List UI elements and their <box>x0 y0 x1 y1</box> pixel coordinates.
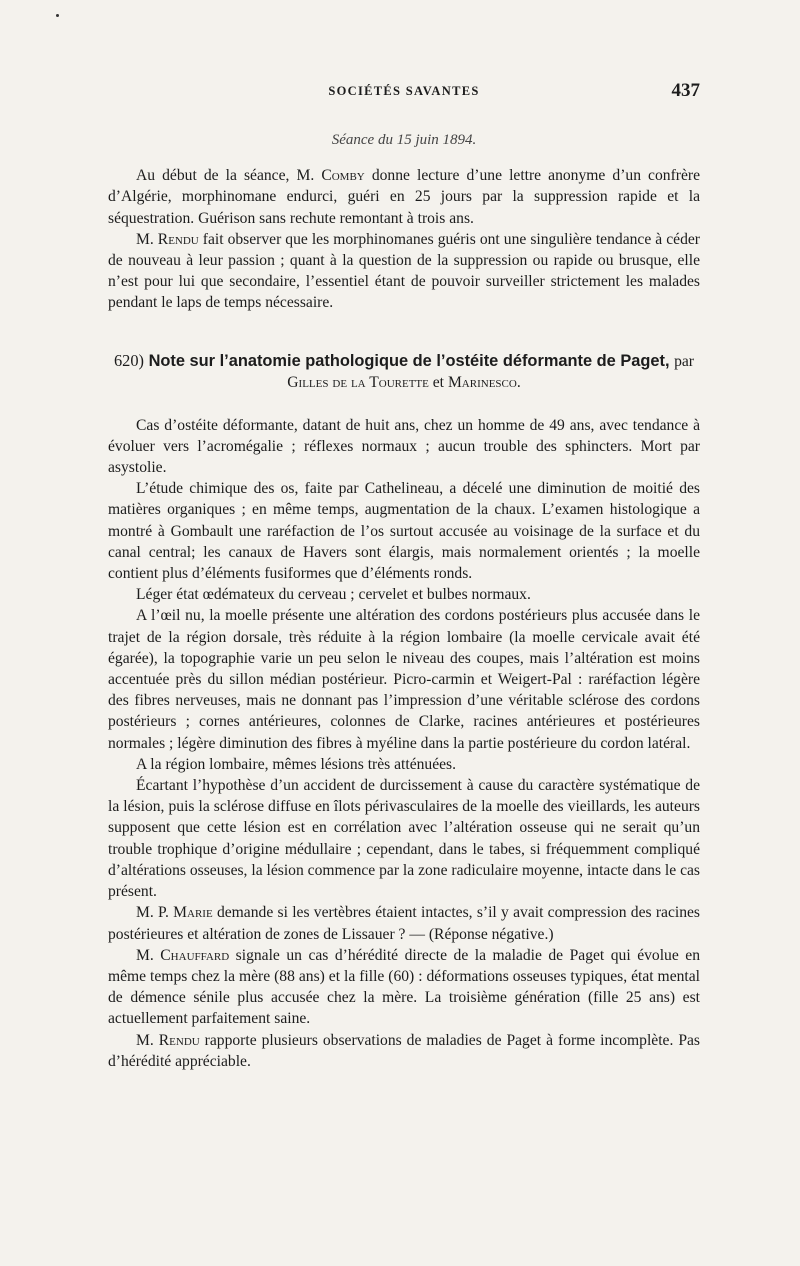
speaker-name: Chauffard <box>160 946 230 964</box>
speaker-name: Comby <box>321 167 365 185</box>
paragraph: A l’œil nu, la moelle présente une altération des cordons postérieurs plus accusée dans le trajet de la région dorsale, très réduite à la région lombaire (la moelle cervicale avait été égarée), la topographie varie un peu selon le niveau des coupes, mais l’altération est moins accentuée près du sillon médian postérieur. Picro-carmin et Weigert-Pal : raréfaction légère des fibres nerveuses, mais ne donnant pas l’impression d’une véritable sclérose des cordons postérieurs ; cornes antérieures, colonnes de Clarke, racines antérieures et postérieures normales ; légère diminution des fibres à myéline dans la partie postérieure du cordon latéral. <box>108 607 700 752</box>
paragraph: L’étude chimique des os, faite par Cathelineau, a décelé une diminution de moitié des matières organiques ; en même temps, augmentation de la chaux. L’examen histologique a montré à Gombault une raréfaction de l’os surtout accusée au voisinage de la surface et du canal central; les canaux de Havers sont élargis, mais normalement orientés ; la moelle contient plus d’éléments fusiformes que d’éléments ronds. <box>108 480 700 583</box>
speaker-name: Marie <box>173 904 213 922</box>
paragraph: M. Chauffard signale un cas d’hérédité directe de la maladie de Paget qui évolue en même temps chez la mère (88 ans) et la fille (60) : déformations osseuses typiques, état mental de démence sénile plus accusée chez la mère. La troisième génération (fille 25 ans) est actuellement parfaitement saine. <box>108 946 700 1028</box>
article-heading <box>108 350 700 393</box>
article-number: 620) <box>113 350 145 370</box>
running-head-title: SOCIÉTÉS SAVANTES <box>328 84 480 98</box>
paragraph: A la région lombaire, mêmes lésions très atténuées. <box>136 755 457 773</box>
paragraph: Léger état œdémateux du cerveau ; cervelet et bulbes normaux. <box>136 586 531 604</box>
article-authors: par Gilles de la Tourette et Marinesco. <box>287 352 695 391</box>
page-number: 437 <box>671 80 700 101</box>
article-title: Note sur l’anatomie pathologique de l’ostéite déformante de Paget, <box>148 351 670 370</box>
paragraph: M. Rendu rapporte plusieurs observations de maladies de Paget à forme incomplète. Pas d’hérédité appréciable. <box>108 1031 700 1070</box>
paragraph: Cas d’ostéite déformante, datant de huit ans, chez un homme de 49 ans, avec tendance à évoluer vers l’acromégalie ; réflexes normaux ; aucun trouble des sphincters. Mort par asystolie. <box>108 416 700 477</box>
paragraph: Écartant l’hypothèse d’un accident de durcissement à cause du caractère systématique de la lésion, puis la sclérose diffuse en îlots périvasculaires de la moelle des vieillards, les auteurs supposent que cette lésion est en corrélation avec l’altération osseuse qui ne serait qu’un trouble trophique d’origine médullaire ; cependant, dans le tabes, si fréquemment compliqué d’altérations osseuses, la lésion commence par la zone radiculaire moyenne, intacte dans le cas présent. <box>108 777 700 901</box>
page-body <box>108 124 700 1072</box>
paragraph: M. P. Marie demande si les vertèbres étaient intactes, s’il y avait compression des racines postérieures et altération de zones de Lissauer ? — (Réponse négative.) <box>108 904 700 943</box>
running-head <box>108 80 700 104</box>
speaker-name: Rendu <box>157 230 199 248</box>
session-heading: Séance du 15 juin 1894. <box>331 132 477 148</box>
speaker-name: Rendu <box>158 1031 200 1049</box>
paragraph: Au début de la séance, M. Comby donne lecture d’une lettre anonyme d’un confrère d’Algérie, morphinomane endurci, guéri en 25 jours par la suppression rapide et la séquestration. Guérison sans rechute remontant à trois ans. <box>108 167 700 227</box>
print-speck <box>56 14 59 17</box>
paragraph: M. Rendu fait observer que les morphinomanes guéris ont une singulière tendance à céder de nouveau à leur passion ; quant à la question de la suppression ou rapide ou brusque, elle n’est pour lui que secondaire, l’essentiel étant de pouvoir surveiller strictement les malades pendant le laps de temps nécessaire. <box>108 230 700 312</box>
